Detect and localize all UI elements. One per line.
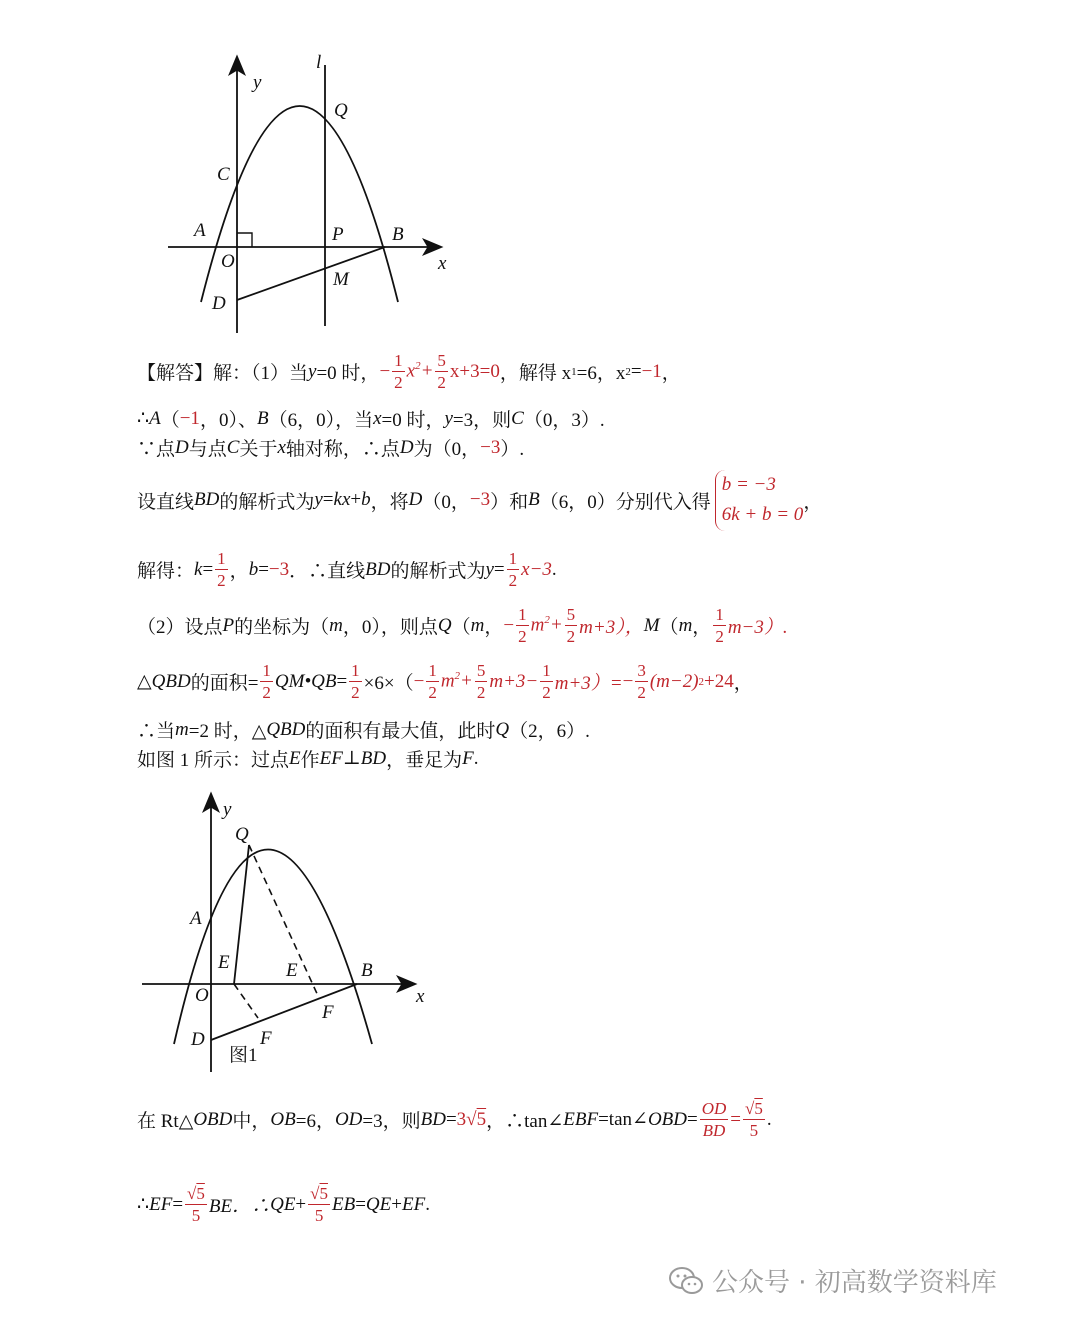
- text: =: [258, 558, 269, 580]
- segment: EF: [401, 1193, 426, 1215]
- value: −3: [469, 489, 491, 511]
- answer-tag: 【解答】: [137, 363, 214, 384]
- expr: m+3）=: [554, 673, 623, 694]
- label-d: D: [191, 1029, 205, 1050]
- text: =: [172, 1193, 184, 1215]
- triangle: QBD: [266, 718, 306, 740]
- text: +: [295, 1193, 307, 1215]
- solution-line-4: [137, 470, 822, 531]
- label-q: Q: [235, 824, 249, 845]
- text: （6，0）分别代入得: [539, 491, 711, 513]
- segment: EB: [331, 1193, 356, 1215]
- point: C: [511, 407, 524, 429]
- solution-line-5: [137, 550, 557, 589]
- system-eq-1: b = −3: [721, 474, 776, 495]
- label-y: y: [253, 72, 262, 93]
- label-m: M: [333, 269, 349, 290]
- text: （2，6）.: [509, 721, 590, 742]
- figure-2-parabola: [138, 790, 438, 1080]
- text: ，0）、: [199, 410, 257, 431]
- watermark: [668, 1262, 997, 1299]
- triangle: OBD: [193, 1108, 233, 1130]
- fraction-five-half: $\frac{5}{2}$: [566, 605, 576, 646]
- text: =: [445, 1108, 457, 1130]
- text: =6，: [295, 1111, 335, 1132]
- var: y: [314, 489, 323, 511]
- solution-line-3: [137, 434, 524, 461]
- expr: m+3−: [489, 670, 539, 692]
- text: +: [391, 1193, 402, 1215]
- solution-line-1: [137, 352, 681, 391]
- text: （0，: [422, 491, 470, 513]
- label-e-prime: E: [286, 960, 298, 981]
- var: m: [329, 614, 343, 636]
- text: （: [659, 617, 679, 638]
- fraction-half: $\frac{1}{2}$: [508, 549, 518, 590]
- equation-minus: −: [379, 360, 391, 382]
- text: ）.: [500, 439, 525, 460]
- text: ，: [229, 561, 249, 582]
- var: m: [175, 718, 189, 740]
- text: 为（0，: [413, 439, 481, 460]
- var: kx: [333, 489, 351, 511]
- point: Q: [437, 614, 452, 636]
- text: =0 时，: [316, 363, 380, 384]
- fraction-half: $\frac{1}{2}$: [428, 661, 437, 702]
- segment: BD: [194, 489, 220, 511]
- var: y: [485, 558, 494, 580]
- text: 的坐标为（: [234, 617, 330, 638]
- solution-line-8: [137, 716, 590, 743]
- label-x: x: [438, 253, 447, 274]
- label-d: D: [212, 293, 226, 314]
- text: =: [730, 1108, 741, 1130]
- text: （: [451, 617, 471, 638]
- value: −3: [268, 558, 290, 580]
- sqrt-sign: √5: [466, 1108, 487, 1130]
- solution-line-9: [137, 745, 478, 772]
- expr: QM•QB: [274, 670, 337, 692]
- text: ×6×（: [363, 673, 414, 694]
- angle: EBF: [563, 1108, 599, 1130]
- var: x: [373, 407, 382, 429]
- solution-line-6: [137, 606, 788, 645]
- text: 轴对称，∴点: [285, 439, 400, 460]
- value: −3: [480, 436, 501, 458]
- var: x: [277, 436, 286, 458]
- fraction-half: $\frac{1}{2}$: [542, 661, 551, 702]
- solution-line-11: [137, 1185, 430, 1224]
- point: B: [256, 407, 269, 429]
- text: ∵点: [137, 439, 176, 460]
- text: ，: [803, 491, 823, 513]
- label-a: A: [190, 908, 202, 929]
- point: D: [408, 489, 423, 511]
- var: y: [444, 407, 453, 429]
- solution-line-10: [137, 1100, 772, 1139]
- expr-m2: $m^2+$: [530, 614, 563, 636]
- label-p: P: [332, 224, 344, 245]
- label-f-prime: F: [322, 1002, 334, 1023]
- var: b: [248, 558, 259, 580]
- line-bd: [211, 984, 357, 1040]
- point: D: [399, 436, 414, 458]
- equation-system: [715, 470, 804, 531]
- text: ，: [733, 673, 753, 694]
- text: ，垂足为: [386, 750, 463, 771]
- text: ，将: [370, 491, 409, 513]
- text: 中，: [232, 1111, 271, 1132]
- segment-qf-dashed: [249, 845, 319, 998]
- text: =: [687, 1108, 698, 1130]
- expr-m2: $m^2+$: [440, 670, 473, 692]
- segment: BD: [365, 558, 391, 580]
- label-q: Q: [334, 100, 348, 121]
- text: 的解析式为: [219, 491, 315, 513]
- text: ∴: [137, 1194, 150, 1215]
- solution-line-2: [137, 405, 605, 432]
- expr: m+3），: [579, 617, 644, 638]
- text: =: [630, 360, 642, 382]
- var: k: [194, 558, 203, 580]
- expr: m−3）.: [727, 617, 788, 638]
- fraction-half: $\frac{1}{2}$: [217, 549, 226, 590]
- text: ，∴tan∠: [486, 1111, 564, 1132]
- text: 的面积有最大值，此时: [305, 721, 496, 742]
- text: 作: [300, 750, 320, 771]
- text: ，解得 x: [499, 363, 572, 384]
- point: A: [149, 407, 161, 429]
- text: ∴: [137, 408, 150, 429]
- text: .: [551, 558, 557, 580]
- segment: EF: [149, 1193, 173, 1215]
- text: =: [322, 489, 334, 511]
- label-f: F: [260, 1028, 272, 1049]
- text: =3，则: [452, 410, 512, 431]
- fraction-root5-5: $\frac{√5}{5}$: [745, 1099, 763, 1140]
- label-b: B: [392, 224, 404, 245]
- text: =2 时，△: [188, 721, 267, 742]
- label-l: l: [316, 52, 322, 73]
- minus: −: [622, 670, 634, 692]
- text: （2）设点: [137, 617, 223, 638]
- point: C: [226, 436, 240, 458]
- text: =: [202, 558, 214, 580]
- wechat-icon: [668, 1265, 704, 1297]
- point: F: [462, 747, 474, 769]
- fraction-half: $\frac{1}{2}$: [394, 351, 403, 392]
- text: =6，x: [576, 363, 626, 384]
- subscript: 1: [571, 365, 577, 378]
- text: .: [766, 1108, 772, 1130]
- segment: OB: [270, 1108, 296, 1130]
- text: ，: [661, 363, 681, 384]
- equation-x2: $x^2+$: [406, 360, 434, 382]
- var-y: y: [308, 360, 317, 382]
- fraction-half: $\frac{1}{2}$: [262, 661, 271, 702]
- text: △: [137, 671, 152, 692]
- expr: +24: [704, 670, 734, 692]
- segment: QE: [270, 1193, 296, 1215]
- parabola-curve: [174, 850, 372, 1045]
- text: =: [355, 1193, 366, 1215]
- fraction-half: $\frac{1}{2}$: [351, 661, 360, 702]
- text: 的解析式为: [390, 561, 486, 582]
- line-bd: [237, 247, 385, 300]
- text: =0 时，: [381, 410, 445, 431]
- equation-end: x+3=0: [449, 360, 500, 382]
- text: 关于: [239, 439, 278, 460]
- minus: −: [413, 670, 425, 692]
- text: BE．∴: [208, 1196, 271, 1217]
- text: .: [425, 1193, 430, 1215]
- text: （: [160, 410, 180, 431]
- figure-1-parabola: [160, 50, 460, 340]
- label-c: C: [217, 164, 230, 185]
- var: m: [678, 614, 693, 636]
- segment: OD: [334, 1108, 363, 1130]
- figure-caption: 图1: [229, 1045, 258, 1066]
- text: （6，0），当: [268, 410, 374, 431]
- label-y: y: [223, 799, 232, 820]
- label-o: O: [195, 985, 209, 1006]
- fraction-half: $\frac{1}{2}$: [518, 605, 527, 646]
- text: 如图 1 所示：过点: [137, 750, 290, 771]
- segment-ef: [234, 984, 258, 1018]
- text: 解：（1）当: [213, 363, 309, 384]
- text: =: [336, 670, 348, 692]
- point: M: [643, 614, 660, 636]
- fraction-root5-5: $\frac{√5}{5}$: [310, 1184, 328, 1225]
- text: =: [493, 558, 505, 580]
- expr: (m−2): [649, 670, 699, 692]
- var: b: [361, 489, 371, 511]
- var: m: [470, 614, 485, 636]
- point: E: [289, 747, 301, 769]
- text: +: [350, 489, 362, 511]
- text: =tan∠: [598, 1109, 648, 1130]
- right-angle-mark: [237, 233, 252, 247]
- label-b: B: [361, 960, 373, 981]
- text: 与点: [188, 439, 227, 460]
- segment: BD: [420, 1108, 446, 1130]
- segment: EF: [319, 747, 343, 769]
- segment: BD: [360, 747, 387, 769]
- text: 的面积=: [190, 673, 259, 694]
- point: P: [222, 614, 235, 636]
- value: 3: [456, 1108, 467, 1130]
- text: 解得：: [137, 561, 195, 582]
- point: D: [175, 436, 189, 458]
- value: −1: [179, 407, 200, 429]
- label-a: A: [194, 220, 206, 241]
- minus: −: [503, 614, 515, 636]
- fraction-half: $\frac{1}{2}$: [715, 605, 724, 646]
- solution-line-7: [137, 662, 753, 701]
- label-o: O: [221, 251, 235, 272]
- text: ，0），则点: [342, 617, 438, 638]
- fraction-od-bd: $\frac{OD}{BD}$: [701, 1099, 727, 1140]
- exponent: 2: [698, 675, 705, 688]
- text: 在 Rt△: [137, 1111, 194, 1132]
- text: ．∴直线: [289, 561, 366, 582]
- value: −1: [641, 360, 662, 382]
- subscript: 2: [625, 365, 631, 378]
- text: ⊥: [342, 748, 361, 769]
- text: ）和: [490, 491, 529, 513]
- text: ，: [484, 617, 504, 638]
- fraction-three-half: $\frac{3}{2}$: [637, 661, 646, 702]
- label-e: E: [218, 952, 230, 973]
- segment: QE: [365, 1193, 392, 1215]
- triangle: QBD: [151, 670, 191, 692]
- parabola-curve: [201, 106, 398, 302]
- angle: OBD: [647, 1108, 687, 1130]
- point: B: [528, 489, 540, 511]
- text: ，: [692, 617, 712, 638]
- fraction-root5-5: $\frac{√5}{5}$: [187, 1184, 205, 1225]
- point: Q: [495, 718, 510, 740]
- label-x: x: [416, 986, 425, 1007]
- text: .: [473, 747, 479, 769]
- text: =3，则: [362, 1111, 421, 1132]
- text: ∴当: [137, 721, 176, 742]
- expr: x−3: [521, 558, 552, 580]
- text: （0，3）.: [523, 410, 605, 431]
- watermark-text: 公众号 · 初高数学资料库: [712, 1268, 997, 1298]
- text: 设直线: [137, 491, 195, 513]
- system-eq-2: 6k + b = 0: [721, 504, 804, 526]
- segment-qe: [234, 845, 249, 984]
- fraction-five-half: $\frac{5}{2}$: [437, 351, 446, 392]
- fraction-five-half: $\frac{5}{2}$: [476, 661, 486, 702]
